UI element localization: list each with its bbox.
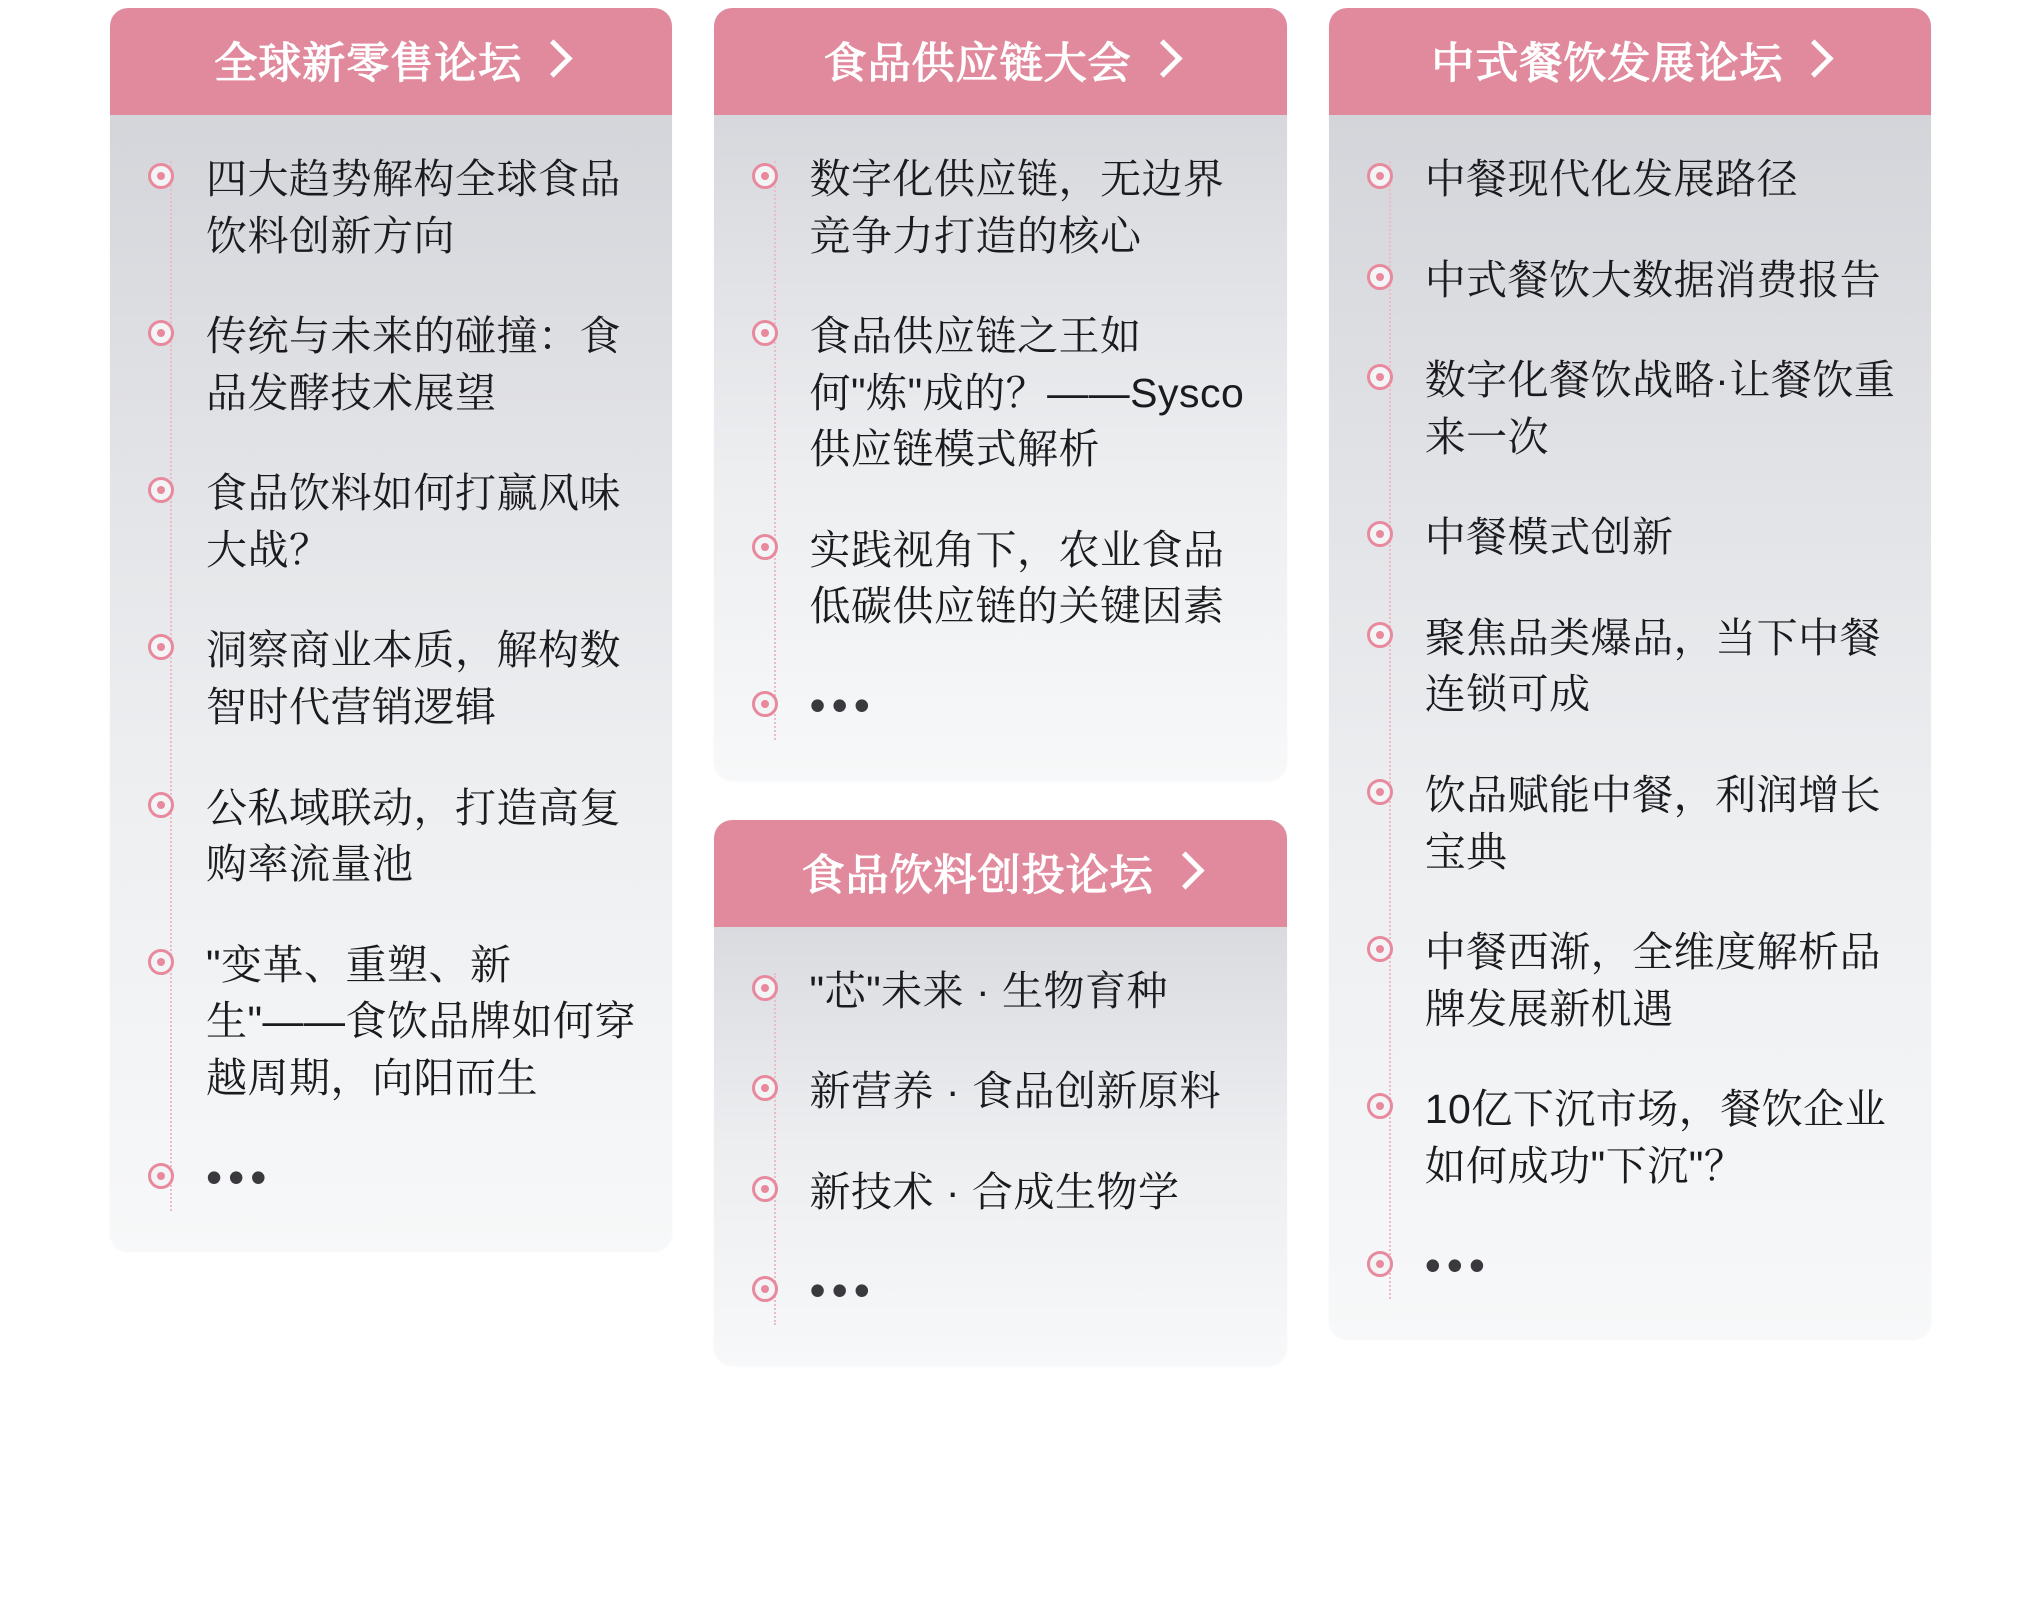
card-body-food-supply-chain-conference — [714, 115, 1287, 780]
card-header-food-supply-chain-conference[interactable] — [714, 8, 1287, 115]
list-item[interactable] — [148, 308, 642, 421]
card-body-food-beverage-venture-forum — [714, 927, 1287, 1365]
list-item-label: "芯"未来 · 生物育种 — [809, 967, 1169, 1014]
card-title: 中式餐饮发展论坛 — [1431, 40, 1784, 88]
list-item[interactable] — [1367, 1081, 1901, 1194]
chevron-right-icon — [1166, 851, 1204, 889]
list-item[interactable] — [148, 465, 642, 578]
card-food-supply-chain-conference — [714, 8, 1287, 780]
more-ellipsis: ••• — [206, 1150, 273, 1203]
list-item[interactable] — [752, 963, 1257, 1020]
card-header-global-new-retail-forum[interactable] — [110, 8, 672, 115]
list-item-label: 新技术 · 合成生物学 — [809, 1168, 1180, 1215]
bullet-icon — [1367, 622, 1393, 648]
list-item[interactable] — [148, 151, 642, 264]
bullet-icon — [148, 792, 174, 818]
chevron-right-icon — [1144, 39, 1182, 77]
list-item-label: 饮品赋能中餐，利润增长宝典 — [1424, 772, 1882, 875]
bullet-icon — [752, 163, 778, 189]
bullet-icon — [752, 691, 778, 717]
card-title: 食品供应链大会 — [823, 40, 1132, 88]
column-3 — [1329, 8, 1931, 1614]
bullet-icon — [1367, 779, 1393, 805]
bullet-icon — [1367, 163, 1393, 189]
list-item[interactable] — [1367, 924, 1901, 1037]
list-item-label: 实践视角下，农业食品低碳供应链的关键因素 — [809, 526, 1225, 630]
list-item-label: 10亿下沉市场，餐饮企业如何成功"下沉"？ — [1424, 1086, 1887, 1189]
bullet-icon — [752, 1176, 778, 1202]
list-item[interactable] — [1367, 767, 1901, 880]
bullet-icon — [148, 163, 174, 189]
list-item[interactable] — [752, 1063, 1257, 1120]
session-list — [148, 151, 642, 1207]
list-item[interactable] — [752, 1164, 1257, 1221]
list-item[interactable] — [148, 780, 642, 893]
list-item-more[interactable] — [148, 1151, 642, 1208]
chevron-right-icon — [1796, 39, 1834, 77]
list-item-label: 数字化餐饮战略·让餐饮重来一次 — [1424, 357, 1896, 460]
bullet-icon — [752, 975, 778, 1001]
list-item-label: 中式餐饮大数据消费报告 — [1424, 256, 1882, 303]
card-body-global-new-retail-forum — [110, 115, 672, 1251]
list-item-label: "变革、重塑、新生"——食饮品牌如何穿越周期，向阳而生 — [206, 941, 637, 1101]
bullet-icon — [752, 1075, 778, 1101]
bullet-icon — [1367, 364, 1393, 390]
more-ellipsis: ••• — [1424, 1238, 1492, 1291]
card-title: 全球新零售论坛 — [214, 40, 523, 88]
list-item-label: 四大趋势解构全球食品饮料创新方向 — [206, 156, 621, 259]
card-chinese-dining-development-forum — [1329, 8, 1931, 1339]
list-item[interactable] — [1367, 252, 1901, 309]
session-list — [752, 151, 1257, 736]
bullet-icon — [148, 477, 174, 503]
bullet-icon — [1367, 936, 1393, 962]
list-item[interactable] — [148, 622, 642, 735]
list-item-label: 公私域联动，打造高复购率流量池 — [206, 784, 621, 888]
list-item-label: 中餐西渐，全维度解析品牌发展新机遇 — [1424, 929, 1882, 1032]
chevron-right-icon — [535, 39, 573, 77]
bullet-icon — [1367, 1251, 1393, 1277]
list-item[interactable] — [1367, 151, 1901, 208]
list-item[interactable] — [1367, 610, 1901, 723]
list-item[interactable] — [752, 308, 1257, 478]
bullet-icon — [148, 320, 174, 346]
list-item-more[interactable] — [752, 1264, 1257, 1321]
list-item[interactable] — [148, 937, 642, 1107]
list-item-more[interactable] — [1367, 1239, 1901, 1296]
bullet-icon — [752, 320, 778, 346]
list-item[interactable] — [1367, 509, 1901, 566]
list-item-label: 中餐现代化发展路径 — [1424, 156, 1799, 202]
list-item-label: 中餐模式创新 — [1424, 514, 1674, 561]
bullet-icon — [148, 634, 174, 660]
list-item[interactable] — [752, 151, 1257, 264]
column-1 — [110, 8, 672, 1614]
list-item-label: 食品供应链之王如何"炼"成的？——Sysco供应链模式解析 — [809, 313, 1245, 473]
card-title: 食品饮料创投论坛 — [801, 851, 1154, 900]
bullet-icon — [1367, 1093, 1393, 1119]
card-header-chinese-dining-development-forum[interactable] — [1329, 8, 1931, 115]
list-item-label: 新营养 · 食品创新原料 — [809, 1068, 1221, 1115]
session-list — [752, 963, 1257, 1321]
bullet-icon — [752, 534, 778, 560]
list-item-label: 食品饮料如何打赢风味大战？ — [206, 470, 621, 573]
list-item-label: 洞察商业本质，解构数智时代营销逻辑 — [206, 627, 621, 731]
list-item-label: 传统与未来的碰撞：食品发酵技术展望 — [206, 313, 621, 416]
bullet-icon — [752, 1276, 778, 1302]
column-2 — [714, 8, 1287, 1614]
list-item[interactable] — [1367, 352, 1901, 465]
bullet-icon — [148, 1163, 174, 1189]
card-global-new-retail-forum — [110, 8, 672, 1251]
card-food-beverage-venture-forum — [714, 820, 1287, 1365]
bullet-icon — [1367, 521, 1393, 547]
card-header-food-beverage-venture-forum[interactable] — [714, 820, 1287, 927]
list-item-label: 聚焦品类爆品，当下中餐连锁可成 — [1424, 614, 1882, 718]
more-ellipsis: ••• — [809, 679, 876, 732]
list-item[interactable] — [752, 522, 1257, 635]
card-body-chinese-dining-development-forum — [1329, 115, 1931, 1339]
bullet-icon — [1367, 264, 1393, 290]
list-item-label: 数字化供应链，无边界竞争力打造的核心 — [809, 156, 1225, 259]
session-list — [1367, 151, 1901, 1295]
list-item-more[interactable] — [752, 679, 1257, 736]
more-ellipsis: ••• — [809, 1264, 876, 1317]
bullet-icon — [148, 949, 174, 975]
